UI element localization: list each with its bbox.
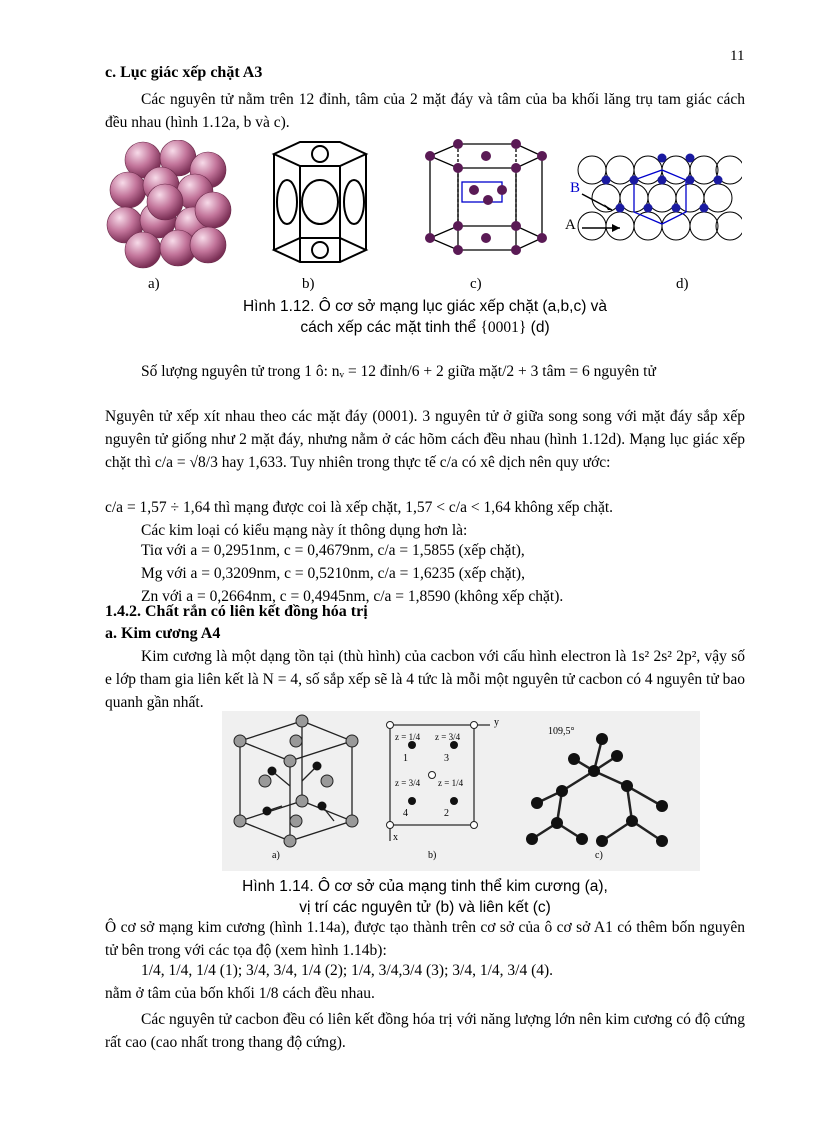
atom-count-paragraph: Số lượng nguyên tử trong 1 ô: nᵥ = 12 đỉnh/6 + 2 giữa mặt/2 + 3 tâm = 6 nguyên tử	[141, 363, 656, 380]
diamond-coords: 1/4, 1/4, 1/4 (1); 3/4, 3/4, 1/4 (2); 1/4, 3/4,3/4 (3); 3/4, 1/4, 3/4 (4).	[141, 962, 554, 979]
figure-1-12a-hard-spheres	[103, 140, 233, 270]
fig114-axis-x: x	[393, 832, 398, 843]
section-heading-diamond: a. Kim cương A4	[105, 625, 221, 642]
figure-1-14-caption	[105, 876, 745, 918]
sublabel-c: c)	[470, 276, 482, 292]
packing-text-a: Nguyên tử xếp xít nhau theo các mặt đáy (0001). 3 nguyên tử ở giữa song song với mặt đáy sắp xếp nguyên tử giống như 2 mặt đáy, nhưng nằm ở các hõm cách đều nhau (hình 1.12d). Mạng lục giác xếp chặt thì c/a =	[105, 408, 745, 471]
caption-114-line-2: vị trí các nguyên tử (b) và liên kết (c)	[299, 899, 551, 916]
sublabel-d: d)	[676, 276, 689, 292]
layer-b-label: B	[570, 180, 581, 196]
hcp-intro: Các nguyên tử nằm trên 12 đỉnh, tâm của 2 mặt đáy và tâm của ba khối lăng trụ tam giác cách đều nhau (hình 1.12a, b và c).	[105, 91, 745, 131]
diamond-intro: Kim cương là một dạng tồn tại (thù hình) của cacbon với cấu hình electron là 1s² 2s² 2p², vậy số e lớp tham gia liên kết là N = 4, số sắp xếp sẽ là 4 tức là mỗi một nguyên tử cacbon có 4 nguyên tử bao quanh gần nhất.	[105, 648, 745, 711]
figure-1-12b-hcp-cell	[262, 138, 374, 266]
caption-line-2a: cách xếp các mặt tinh thể	[300, 319, 481, 336]
metals-intro: Các kim loại có kiểu mạng này ít thông dụng hơn là:	[141, 522, 468, 539]
diamond-hardness: Các nguyên tử cacbon đều có liên kết đồng hóa trị với năng lượng lớn nên kim cương có độ cứng rất cao (cao nhất trong thang độ cứng).	[105, 1011, 745, 1051]
figure-1-12c-hcp-lattice	[418, 138, 550, 268]
metal-ti: Tiα với a = 0,2951nm, c = 0,4679nm, c/a = 1,5855 (xếp chặt),	[141, 542, 525, 559]
layer-a-label: A	[565, 217, 576, 233]
fig114-angle: 109,5°	[548, 726, 575, 737]
fig114-n3: 3	[444, 753, 449, 764]
sqrt-value: √8/3	[189, 454, 218, 471]
packing-rule: c/a = 1,57 ÷ 1,64 thì mạng được coi là xếp chặt, 1,57 < c/a < 1,64 không xếp chặt.	[105, 499, 614, 516]
caption-114-line-1: Hình 1.14. Ô cơ sở của mạng tinh thể kim cương (a),	[242, 878, 608, 895]
caption-line-1: Hình 1.12. Ô cơ sở mạng lục giác xếp chặt (a,b,c) và	[242, 298, 608, 315]
section-heading-covalent: 1.4.2. Chất rắn có liên kết đồng hóa trị	[105, 603, 368, 620]
fig114-n1: 1	[403, 753, 408, 764]
caption-miller-index: {0001}	[480, 319, 527, 336]
packing-paragraph	[105, 405, 745, 474]
packing-text-b: hay 1,633. Tuy nhiên trong thực tế c/a có xê dịch nên quy ước:	[217, 454, 611, 471]
caption-line-2	[105, 317, 745, 338]
diamond-cell-paragraph: Ô cơ sở mạng kim cương (hình 1.14a), được tạo thành trên cơ sở của ô cơ sở A1 có thêm bốn nguyên tử bên trong với các tọa độ (xem hình 1.14b):	[105, 919, 745, 959]
fig114-label-a: a)	[272, 850, 280, 861]
fig114-z2: z = 3/4	[435, 732, 461, 742]
page-number: 11	[730, 48, 745, 64]
section-heading-hcp: c. Lục giác xếp chặt A3	[105, 64, 263, 81]
fig114-axis-y: y	[494, 717, 499, 728]
fig114-label-b: b)	[428, 850, 437, 861]
figure-1-12d-layer-stacking	[562, 140, 742, 250]
fig114-z3: z = 3/4	[395, 778, 421, 788]
sublabel-b: b)	[302, 276, 315, 292]
fig114-n4: 4	[403, 808, 408, 819]
fig114-label-c: c)	[595, 850, 603, 861]
diamond-centers: nằm ở tâm của bốn khối 1/8 cách đều nhau.	[105, 985, 375, 1002]
caption-line-2c: (d)	[526, 319, 550, 336]
figure-1-14-diamond	[222, 711, 700, 871]
fig114-n2: 2	[444, 808, 449, 819]
metal-mg: Mg với a = 0,3209nm, c = 0,5210nm, c/a = 1,6235 (xếp chặt),	[141, 565, 525, 582]
figure-1-12-caption	[105, 296, 745, 338]
metal-zn: Zn với a = 0,2664nm, c = 0,4945nm, c/a = 1,8590 (không xếp chặt).	[141, 588, 564, 605]
fig114-z4: z = 1/4	[438, 778, 464, 788]
sublabel-a: a)	[148, 276, 160, 292]
fig114-z1: z = 1/4	[395, 732, 421, 742]
